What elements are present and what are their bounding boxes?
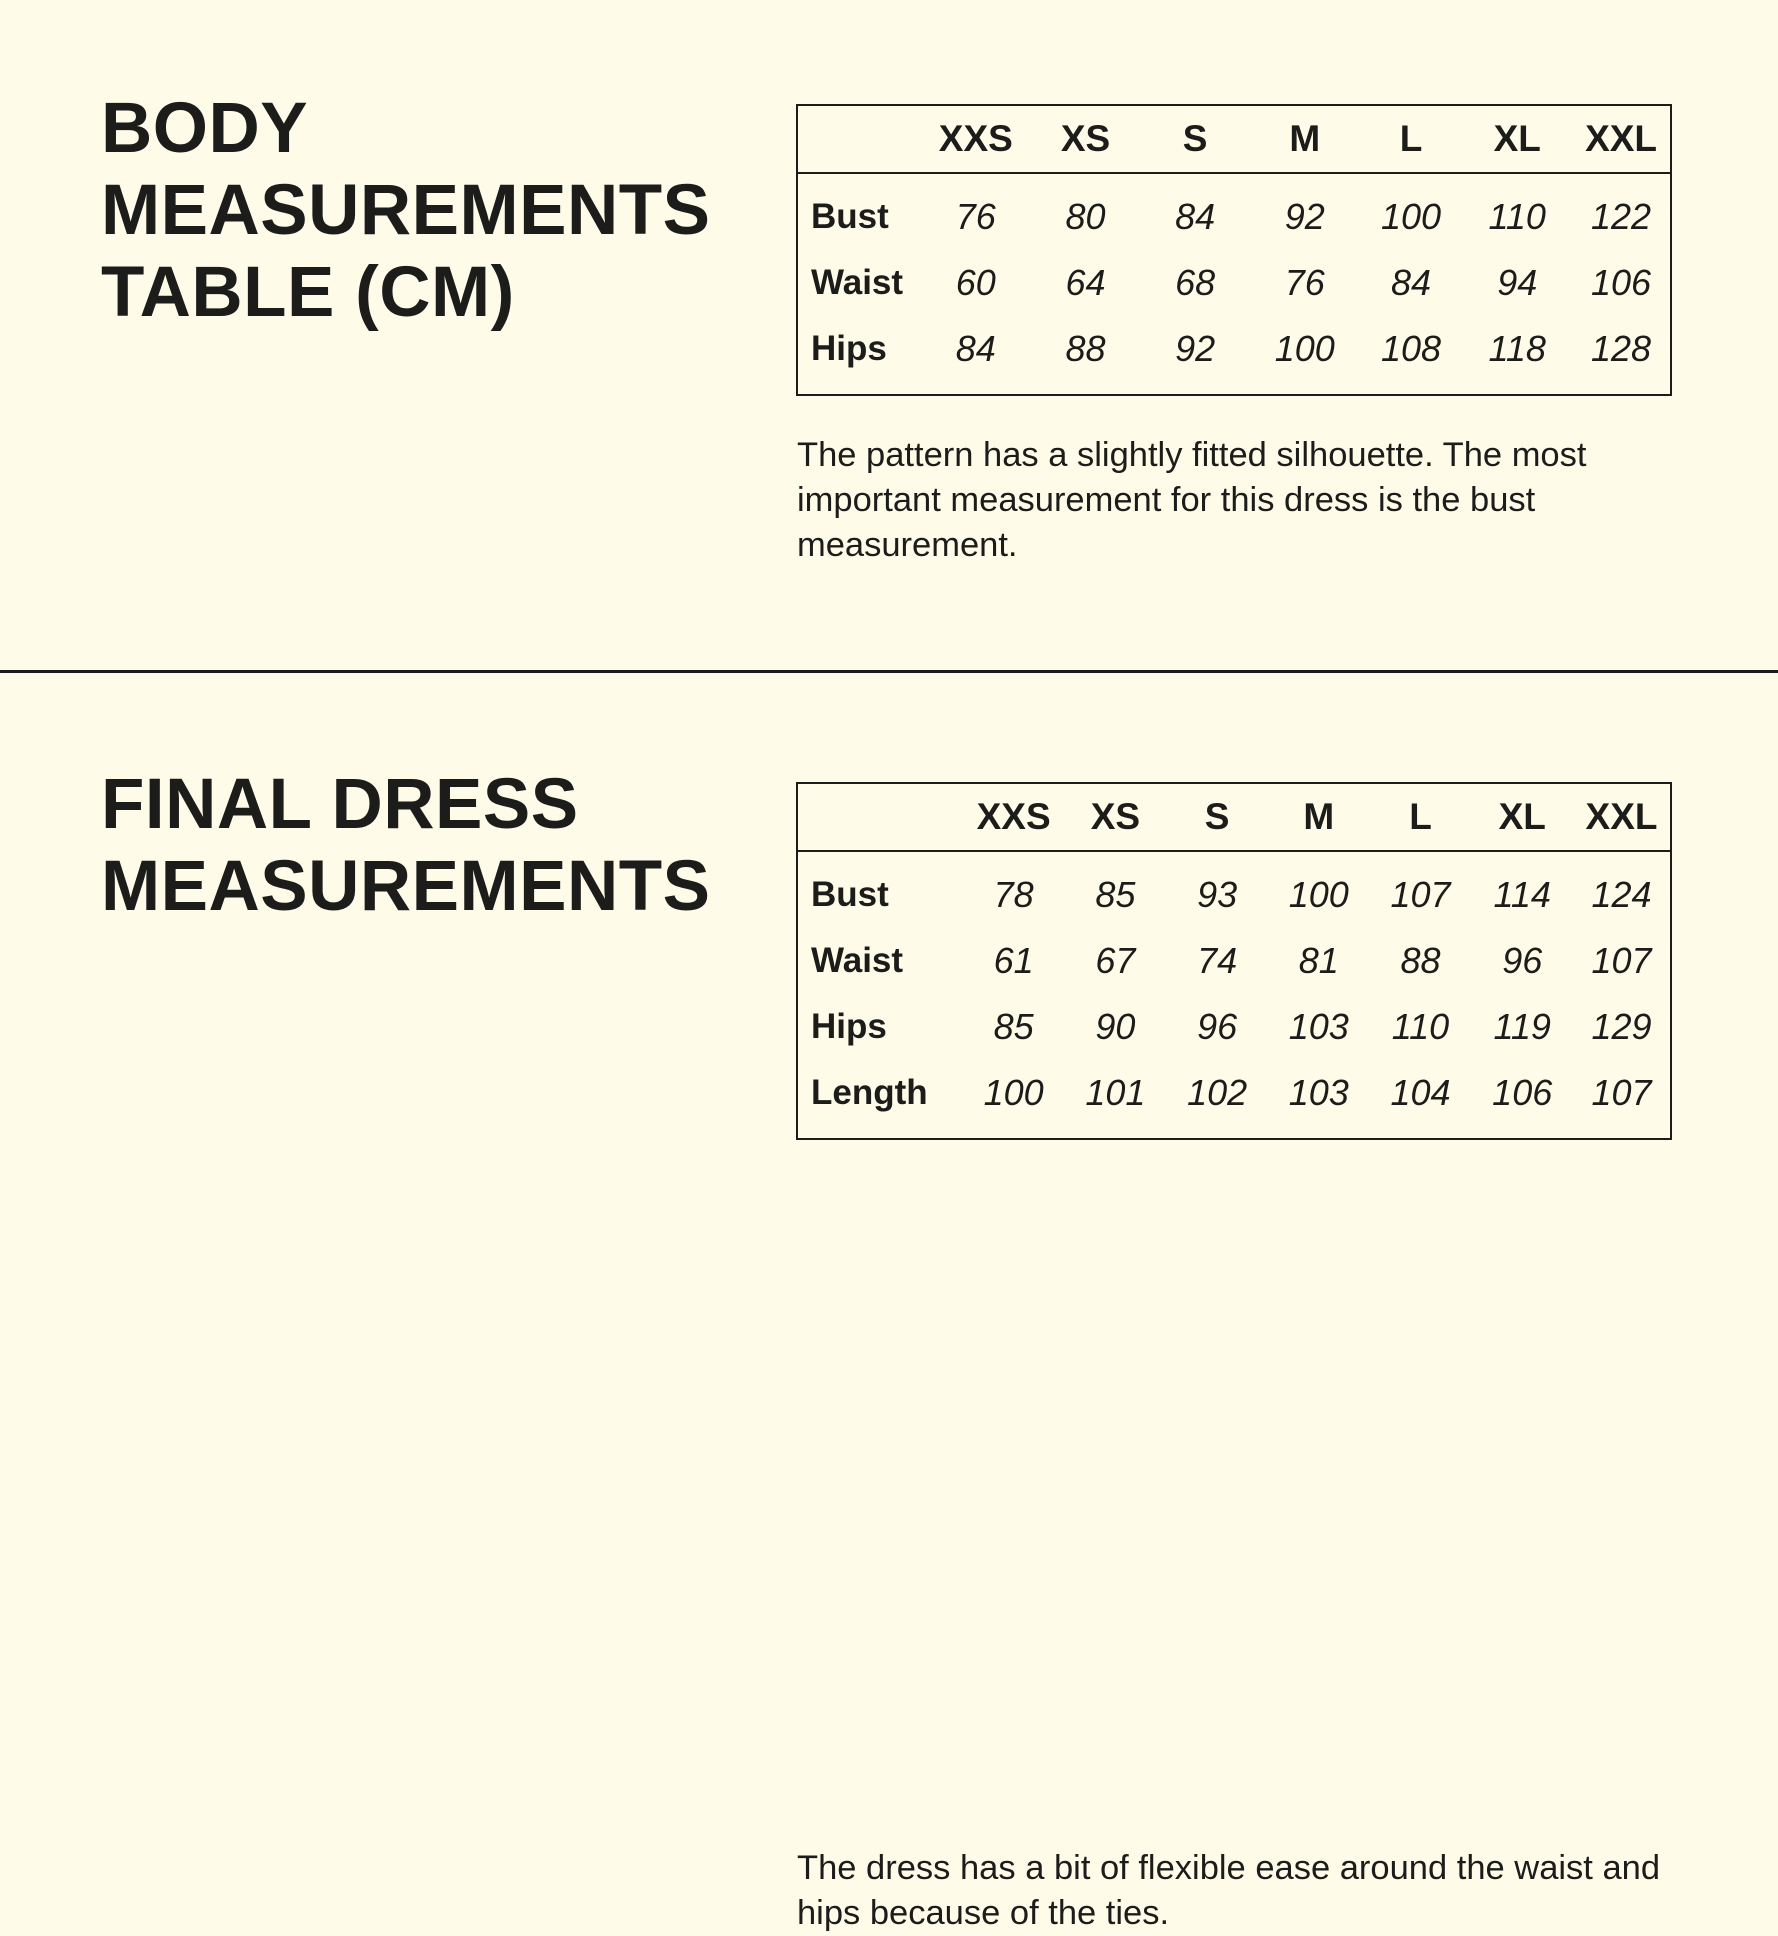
row-label: Bust [811, 875, 889, 914]
table-cell: 103 [1288, 1006, 1349, 1047]
table-cell: 88 [1400, 940, 1441, 981]
table-cell: 100 [983, 1072, 1044, 1113]
table-cell: 110 [1488, 196, 1546, 237]
table-cell: 84 [1175, 196, 1216, 237]
table-cell: 76 [1284, 262, 1325, 303]
final-dress-table [796, 782, 1672, 1140]
row-label: Hips [811, 329, 887, 368]
body-measurements-section [0, 0, 1778, 672]
table-header-row [797, 783, 1671, 851]
table-cell: 128 [1591, 328, 1652, 369]
corner-cell [797, 105, 921, 173]
table-cell: 107 [1390, 874, 1451, 915]
size-header: L [1370, 783, 1472, 851]
corner-cell [797, 783, 963, 851]
size-header: M [1268, 783, 1370, 851]
table-row [797, 250, 1671, 316]
size-header: XXL [1573, 783, 1671, 851]
table-cell: 60 [955, 262, 996, 303]
table-cell: 100 [1274, 328, 1335, 369]
heading-line: MEASUREMENTS [101, 847, 711, 926]
section-heading [101, 764, 711, 928]
table-cell: 74 [1197, 940, 1238, 981]
table-cell: 103 [1288, 1072, 1349, 1113]
table-cell: 93 [1197, 874, 1238, 915]
section-heading [101, 88, 711, 334]
table-cell: 104 [1390, 1072, 1451, 1113]
table-row [797, 994, 1671, 1060]
table-cell: 102 [1187, 1072, 1248, 1113]
table-cell: 122 [1591, 196, 1652, 237]
row-label: Length [811, 1073, 928, 1112]
table-cell: 67 [1095, 940, 1136, 981]
table-cell: 118 [1488, 328, 1546, 369]
size-header: XXS [963, 783, 1065, 851]
fit-note: The pattern has a slightly fitted silhouette. The most important measurement for this dress is the bust measurement. [797, 436, 1587, 564]
size-header: XL [1471, 783, 1573, 851]
table-cell: 94 [1497, 262, 1538, 303]
table-cell: 88 [1065, 328, 1106, 369]
table-cell: 110 [1391, 1006, 1450, 1047]
table-cell: 106 [1591, 262, 1652, 303]
heading-line: TABLE (CM) [101, 253, 515, 332]
size-header: XXS [921, 105, 1031, 173]
ease-note: The dress has a bit of flexible ease around the waist and hips because of the ties. [797, 1849, 1661, 1932]
table-cell: 96 [1197, 1006, 1238, 1047]
heading-line: BODY [101, 89, 309, 168]
table-cell: 129 [1591, 1006, 1652, 1047]
heading-line: MEASUREMENTS [101, 171, 711, 250]
size-header: M [1250, 105, 1360, 173]
size-header: XXL [1572, 105, 1671, 173]
section-divider [0, 670, 1778, 673]
table-cell: 85 [1095, 874, 1136, 915]
heading-line: FINAL DRESS [101, 765, 579, 844]
table-cell: 61 [993, 940, 1034, 981]
table-row [797, 928, 1671, 994]
table-header-row [797, 105, 1671, 173]
table-cell: 92 [1175, 328, 1216, 369]
table-cell: 107 [1591, 1072, 1652, 1113]
table-cell: 76 [955, 196, 996, 237]
table-cell: 81 [1298, 940, 1339, 981]
final-dress-section [0, 674, 1778, 1932]
table-cell: 107 [1591, 940, 1652, 981]
table-cell: 64 [1065, 262, 1106, 303]
table-cell: 84 [1391, 262, 1432, 303]
row-label: Bust [811, 197, 889, 236]
table-cell: 101 [1085, 1072, 1146, 1113]
table-cell: 100 [1288, 874, 1349, 915]
size-header: XS [1031, 105, 1141, 173]
table-cell: 68 [1175, 262, 1216, 303]
table-row [797, 173, 1671, 250]
size-header: L [1360, 105, 1463, 173]
table-cell: 92 [1284, 196, 1325, 237]
table-cell: 90 [1095, 1006, 1136, 1047]
table-cell: 106 [1492, 1072, 1553, 1113]
table-cell: 119 [1493, 1006, 1551, 1047]
size-header: XS [1065, 783, 1167, 851]
row-label: Waist [811, 941, 904, 980]
size-header: S [1166, 783, 1268, 851]
row-label: Waist [811, 263, 904, 302]
table-cell: 124 [1591, 874, 1652, 915]
table-cell: 108 [1380, 328, 1442, 369]
row-label: Hips [811, 1007, 887, 1046]
size-header: XL [1462, 105, 1572, 173]
table-cell: 114 [1493, 874, 1551, 915]
table-cell: 100 [1380, 196, 1442, 237]
table-row [797, 316, 1671, 395]
table-cell: 80 [1065, 196, 1106, 237]
table-row [797, 851, 1671, 928]
table-cell: 78 [993, 874, 1034, 915]
table-cell: 96 [1502, 940, 1543, 981]
size-header: S [1140, 105, 1250, 173]
body-measurements-table [796, 104, 1672, 396]
table-row [797, 1060, 1671, 1139]
table-cell: 84 [955, 328, 996, 369]
table-cell: 85 [993, 1006, 1034, 1047]
